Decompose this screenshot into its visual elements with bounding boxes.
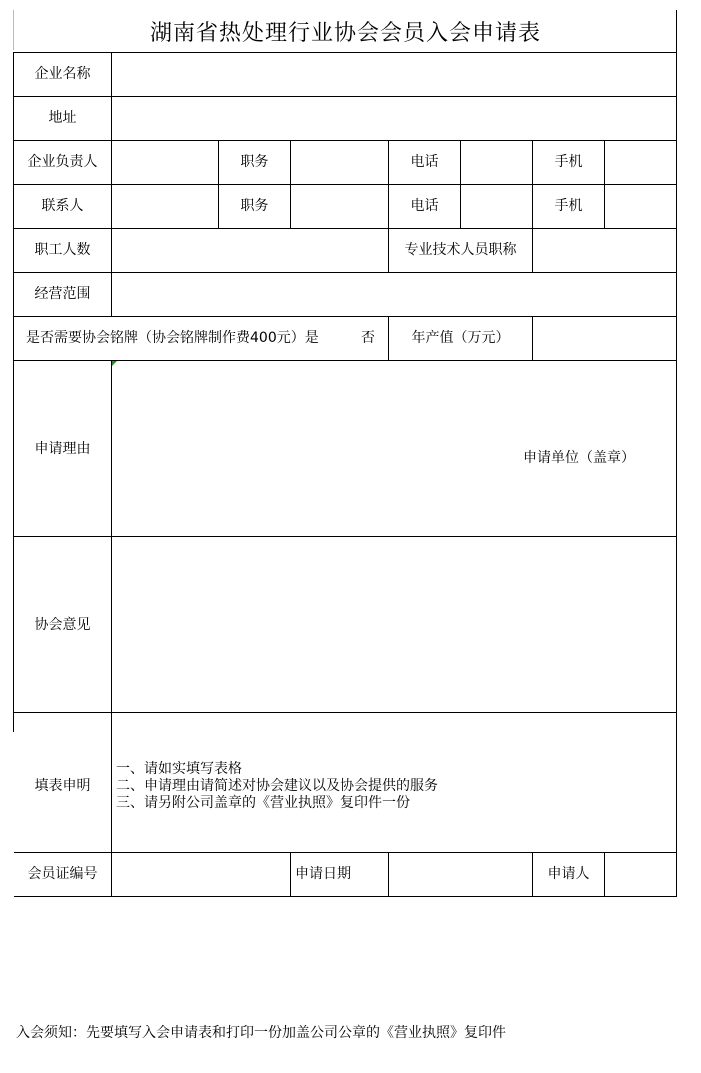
responsible-mobile-label: 手机	[554, 154, 583, 170]
reason-label: 申请理由	[34, 441, 91, 457]
annual-output-label: 年产值（万元）	[411, 330, 510, 346]
grid-line	[290, 852, 291, 896]
tech-title-field[interactable]	[533, 229, 676, 272]
application-date-field[interactable]	[389, 853, 532, 896]
grid-line	[14, 896, 677, 897]
contact-mobile-field[interactable]	[605, 185, 676, 228]
contact-label: 联系人	[41, 198, 84, 214]
member-number-label: 会员证编号	[27, 866, 98, 882]
responsible-label: 企业负责人	[27, 154, 98, 170]
staff-count-field[interactable]	[112, 229, 388, 272]
applicant-field[interactable]	[605, 853, 676, 896]
opinion-label: 协会意见	[34, 617, 91, 633]
application-date-label: 申请日期	[295, 866, 351, 882]
company-name-field[interactable]	[112, 53, 676, 96]
plaque-no-option[interactable]: 否	[361, 330, 375, 346]
membership-notice: 入会须知：先要填写入会申请表和打印一份加盖公司公章的《营业执照》复印件	[16, 1025, 506, 1041]
instruction-item: 二、申请理由请简述对协会建议以及协会提供的服务	[116, 778, 438, 794]
responsible-mobile-field[interactable]	[605, 141, 676, 184]
instructions-label: 填表申明	[34, 778, 91, 794]
form-title: 湖南省热处理行业协会会员入会申请表	[149, 20, 541, 46]
contact-phone-label: 电话	[410, 198, 439, 214]
responsible-phone-field[interactable]	[461, 141, 532, 184]
instructions-list	[116, 761, 438, 812]
responsible-phone-label: 电话	[410, 154, 439, 170]
contact-phone-field[interactable]	[461, 185, 532, 228]
responsible-name-field[interactable]	[112, 141, 218, 184]
plaque-question-label: 是否需要协会铭牌（协会铭牌制作费400元）是	[26, 330, 319, 346]
business-scope-label: 经营范围	[34, 286, 91, 302]
annual-output-field[interactable]	[533, 317, 676, 360]
address-label: 地址	[48, 110, 77, 126]
opinion-field[interactable]	[112, 537, 676, 712]
company-name-label: 企业名称	[34, 66, 91, 82]
staff-count-label: 职工人数	[34, 242, 91, 258]
responsible-position-field[interactable]	[291, 141, 388, 184]
contact-position-field[interactable]	[291, 185, 388, 228]
grid-line	[676, 10, 677, 896]
applicant-label: 申请人	[547, 866, 590, 882]
grid-line	[13, 10, 14, 50]
contact-mobile-label: 手机	[554, 198, 583, 214]
stamp-label: 申请单位（盖章）	[523, 450, 635, 466]
member-number-field[interactable]	[112, 853, 290, 896]
address-field[interactable]	[112, 97, 676, 140]
contact-position-label: 职务	[240, 198, 269, 214]
instruction-item: 三、请另附公司盖章的《营业执照》复印件一份	[116, 795, 410, 811]
instruction-item: 一、请如实填写表格	[116, 761, 242, 777]
responsible-position-label: 职务	[240, 154, 269, 170]
contact-name-field[interactable]	[112, 185, 218, 228]
business-scope-field[interactable]	[112, 273, 676, 316]
grid-line	[14, 712, 677, 713]
tech-title-label: 专业技术人员职称	[404, 242, 517, 258]
